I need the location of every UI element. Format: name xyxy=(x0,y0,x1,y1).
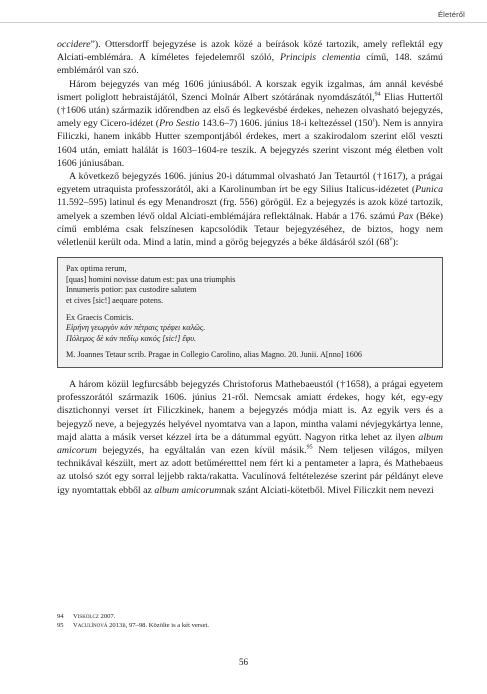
paragraphs-before xyxy=(57,38,443,249)
running-head: Életéről xyxy=(437,10,465,19)
poem-line: [quas] homini novisse datum est: pax una triumphis xyxy=(66,274,236,284)
tetaur-signature: M. Joannes Tetaur scrib. Pragae in Collegio Carolino, alias Magno. 20. Junii. A[nno] 1606 xyxy=(66,350,363,360)
latin-quotation xyxy=(66,264,434,306)
footnote-ref: v xyxy=(389,236,393,243)
greek-line: Πόλεμος δὲ κἀν πεδίῳ κακός [sic!] ἔφυ. xyxy=(66,333,196,343)
italic-text: Pax xyxy=(398,210,414,222)
footnote xyxy=(57,612,443,621)
text-run: (Béke) című embléma csak felszínesen kapcsolódik Tetaur bejegyzéséhez, de biztos, hogy nem véletlenül került oda. Mind a latin, mind a görög bejegyzés a béke áldásáról szól (68 xyxy=(57,210,443,249)
text-run: A három közül legfurcsább bejegyzés Christoforus Mathebaeustól (†1658), a prágai egyetem professzorától származik 1606. június 21-ről. Nemcsak amiatt érdekes, hogy két, egy-egy disztichonnyi verset írt Filiczkinek, hanem a bejegyzés módja miatt is. Az egyik vers és a bejegyző neve, a bejegyzés helyével nyomtatva van a lapon, mintha valami névjegykártya lenne, majd alatta a másik verset kézzel írta be a dátummal együtt. Nagyon ritka lehet az ilyen xyxy=(57,379,443,443)
text-run: ): xyxy=(392,237,399,249)
paragraph xyxy=(57,378,443,497)
text-run: ). Nem is annyira Filiczki, hanem inkább Hutter szempontjából érdekes, mert a szakirodalom szerint elől veszti 1604 után, emiatt halálát is 1603–1604-re teszik. A bejegyzés szerint viszont még életben volt 1606 júniusában. xyxy=(57,118,443,169)
footnote-text xyxy=(73,612,115,621)
footnote-ref: 94 xyxy=(374,91,381,98)
poem-line: et cives [sic!] aequare potens. xyxy=(66,296,164,306)
italic-text: occidere xyxy=(57,39,91,50)
text-run: bejegyzés, ha egyáltalán van ezen kívül másik. xyxy=(96,445,307,457)
paragraph xyxy=(57,38,443,78)
text-run: Nem teljesen világos, milyen technikával készült, mert az adott betűméretttel nem fért ki a pentameter a lapra, és Mathebaeus az utolsó szót egy sorral lejjebb rakta/rakatta. Vaculínová feltételezése szerint pár példányt eleve így nyomtattak ebből az xyxy=(57,445,444,496)
quotation-box xyxy=(57,257,443,368)
footnote-ref: r xyxy=(372,117,375,124)
paragraph xyxy=(57,78,443,170)
text-run: , 97–98. Közölte is a két verset. xyxy=(125,622,209,629)
greek-intro: Ex Graecis Comicis. xyxy=(66,312,134,322)
text-run: nak szánt Alciati-kötetből. Mivel Filiczkit nem nevezi xyxy=(221,484,434,496)
text-run: A következő bejegyzés 1606. június 20-i dátummal olvasható Jan Tetaurtól (†1617), a prágai egyetem utraquista professzorától, aki a Karolinumban írt be egy Silius Italicus-idézetet ( xyxy=(57,171,443,196)
header-rule xyxy=(0,22,487,23)
text-run: 11.592–595) latinul és egy Menandroszt (frg. 556) görögül. Ez a bejegyzés is azok közé tartozik, amelyek a szemben lévő oldal Alciati-emblémájára reflektálnak. Habár a 176. számú xyxy=(57,197,443,222)
author-name: Vaculínová 2013b xyxy=(73,622,126,629)
page-number: 56 xyxy=(239,657,248,667)
footnotes xyxy=(57,612,443,630)
footnote-number: 95 xyxy=(57,622,64,629)
greek-line: Εἰρήνη γεωργὸν κἀν πέτραις τρέφει καλῶς. xyxy=(66,323,206,333)
text-run: ”). Ottersdorff bejegyzése is azok közé a beírások közé tartozik, amely reflektál egy Alciati-emblémára. A kíméletes fejedelemről szóló, xyxy=(57,39,443,64)
footnote-text xyxy=(73,621,209,630)
poem-line: Innumeris potior: pax custodire salutem xyxy=(66,285,197,295)
text-run: Három bejegyzés van még 1606 júniusából. A korszak egyik izgalmas, ám annál kevésbé ismert poliglott hebraistájától, Szenci Molnár Albert szótárának nyomdászától, xyxy=(57,78,443,103)
footnote-number: 94 xyxy=(57,613,64,620)
body-text xyxy=(57,38,443,497)
text-run: című, 148. számú emblémáról van szó. xyxy=(57,52,443,77)
paragraphs-after xyxy=(57,378,443,497)
text-run: 143.6–7) 1606. június 18-i keltezéssel (150 xyxy=(199,118,373,130)
italic-text: Principis clementia xyxy=(280,52,361,64)
poem-line: Pax optima rerum, xyxy=(66,264,127,274)
footnote-ref: 95 xyxy=(306,444,313,451)
italic-text: Punica xyxy=(415,184,443,196)
paragraph xyxy=(57,170,443,249)
text-run: Elias Huttertől (†1606 után) származik időrendben az első és legkevésbé érdekes, nehezen olvasható bejegyzés, amely egy Cicero-idézet ( xyxy=(57,91,443,130)
greek-quotation xyxy=(66,313,434,345)
author-name: Viskolcz 2007. xyxy=(73,613,116,620)
italic-text: album amicorum xyxy=(57,431,443,457)
footnote xyxy=(57,621,443,630)
italic-text: album amicorum xyxy=(154,484,222,496)
italic-text: Pro Sestio xyxy=(159,118,200,130)
